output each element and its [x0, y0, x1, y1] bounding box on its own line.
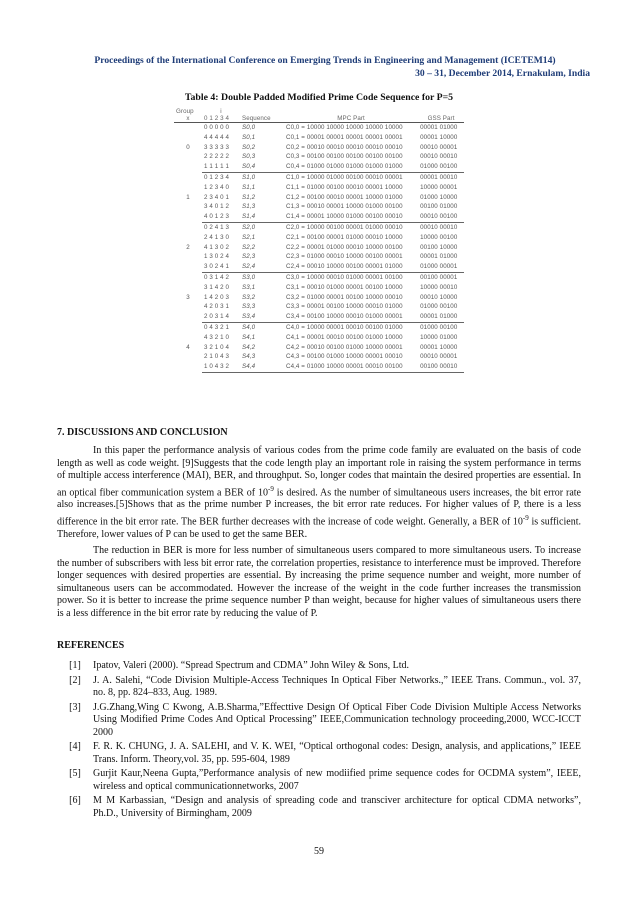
mpc-cell: C1,4 = 00001 10000 01000 00100 00010 — [284, 212, 418, 222]
references-heading: REFERENCES — [57, 640, 125, 651]
reference-item — [57, 741, 581, 766]
table-row — [174, 322, 464, 332]
table-caption: Table 4: Double Padded Modified Prime Code Sequence for P=5 — [184, 92, 454, 103]
table-row — [174, 343, 464, 353]
gss-cell: 10000 00010 — [420, 283, 458, 291]
gss-cell: 00100 01000 — [420, 203, 458, 211]
sequence-cell: 0 1 2 3 4 — [204, 173, 229, 181]
reference-number: [6] — [69, 795, 81, 806]
code-cell: S3,4 — [240, 312, 284, 322]
sequence-cell: 1 1 1 1 1 — [202, 162, 240, 172]
code-cell: S0,0 — [242, 124, 256, 131]
table-row — [174, 272, 464, 282]
code-cell: S0,2 — [242, 143, 256, 151]
code-cell: S3,3 — [242, 303, 256, 311]
code-cell: S4,3 — [242, 353, 256, 361]
gss-cell: 10000 00100 — [420, 233, 458, 241]
gss-cell: 00010 00001 — [420, 143, 458, 151]
mpc-cell: C4,4 = 01000 10000 00001 00010 00100 — [284, 362, 418, 372]
table-row — [174, 222, 464, 232]
table-row — [174, 162, 464, 172]
table-row — [174, 233, 464, 243]
group-label: 3 — [186, 293, 190, 301]
sequence-cell: 4 1 3 0 2 — [204, 243, 229, 251]
mpc-cell: C4,3 = 00100 01000 10000 00001 00010 — [286, 353, 403, 361]
gss-cell: 00001 01000 — [420, 124, 458, 131]
mpc-cell: C3,0 = 10000 00010 01000 00001 00100 — [286, 273, 403, 281]
gss-cell: 01000 00001 — [418, 262, 464, 272]
table-row — [174, 252, 464, 262]
table-row — [174, 302, 464, 312]
paragraph-2: The reduction in BER is more for less number of simultaneous users compared to more simultaneous users. To increase the number of subscribers with less bit error rate, the correlation properties, resistance to interference must be improved. Therefore longer sequences with desired properties are essential. By increasing the prime sequence number and weight, more number of simultaneous users can be accommodated. However the increase of the weight in the code further increases the transmission power. So it is better to increase the prime sequence number P than weight, because for higher values of simultaneous users there is a less difference in the bit error rate by reducing the value of P. — [57, 545, 581, 619]
sequence-cell: 1 0 4 3 2 — [202, 362, 240, 372]
reference-number: [4] — [69, 741, 81, 752]
gss-cell: 00010 10000 — [420, 293, 458, 301]
reference-item — [57, 702, 581, 740]
code-cell: S3,1 — [242, 283, 256, 291]
table-row — [174, 212, 464, 222]
mpc-cell: C2,4 = 00010 10000 00100 00001 01000 — [284, 262, 418, 272]
code-cell: S3,0 — [242, 273, 256, 281]
gss-cell: 01000 00100 — [420, 323, 458, 331]
table-row — [174, 283, 464, 293]
mpc-cell: C0,2 = 00010 00010 00010 00010 00010 — [286, 143, 403, 151]
conference-header — [60, 54, 590, 80]
table-row — [174, 123, 464, 133]
sequence-cell: 3 4 0 1 2 — [204, 203, 229, 211]
table-row — [174, 333, 464, 343]
table-row — [174, 152, 464, 162]
table-row — [174, 362, 464, 372]
header-line-2: 30 – 31, December 2014, Ernakulam, India — [415, 68, 590, 79]
reference-text: M M Karbassian, “Design and analysis of spreading code and transciver architecture for optical CDMA networks”, Ph.D., University of Birmingham, 2009 — [93, 795, 581, 819]
reference-text: J.G.Zhang,Wing C Kwong, A.B.Sharma,”Effecttive Design Of Optical Fiber Code Division Multiple Access Networks Using Modified Prime Codes And Optical Processing” IEEE,Communication technology proceeding,2000, WCC-ICCT 2000 — [93, 701, 581, 738]
mpc-cell: C0,1 = 00001 00001 00001 00001 00001 — [286, 133, 403, 141]
code-sequence-table-wrapper — [174, 108, 464, 414]
col-header-i: i — [220, 108, 222, 115]
table-row — [174, 172, 464, 182]
sequence-cell: 1 4 2 0 3 — [204, 293, 229, 301]
sequence-cell: 3 3 3 3 3 — [204, 143, 229, 151]
code-cell: S1,2 — [242, 193, 256, 201]
sequence-cell: 4 4 4 4 4 — [204, 133, 229, 141]
sequence-cell: 4 3 2 1 0 — [204, 333, 229, 341]
sequence-cell: 3 1 4 2 0 — [204, 283, 229, 291]
col-header-mpc: MPC Part — [284, 115, 418, 123]
sequence-cell: 2 0 3 1 4 — [202, 312, 240, 322]
paragraph-1: In this paper the performance analysis of various codes from the prime code family are evaluated on the basis of code length as well as code weight. [9]Suggests that the code length play an important role in raising the system performance in terms of multiple access interference (MAI), BER, and throughput. So, longer codes that maintain the desired properties are essential. In an optical fiber communication system a BER of $10^{-9}$ is desired. As the number of simultaneous users increases, the bit error rate also increases.[5]Shows that as the prime number P increases, the bit error rate reduces. For higher values of P, there is a less difference in the bit error rate. The BER further decreases with the increase of code weight. Generally, a BER of $10^{-9}$ is sufficient. Therefore, lower values of P can be used to get the same BER. — [57, 445, 581, 540]
mpc-cell: C1,1 = 01000 00100 00010 00001 10000 — [286, 183, 403, 191]
mpc-cell: C3,1 = 00010 01000 00001 00100 10000 — [286, 283, 403, 291]
sequence-cell: 1 2 3 4 0 — [204, 183, 229, 191]
reference-number: [5] — [69, 768, 81, 779]
gss-cell: 00010 00010 — [420, 153, 458, 161]
col-header-x: x — [174, 115, 202, 123]
table-row — [174, 193, 464, 203]
col-header-group: Group — [176, 108, 194, 115]
code-cell: S4,0 — [242, 323, 256, 331]
gss-cell: 00010 00010 — [420, 223, 458, 231]
mpc-cell: C2,1 = 00100 00001 01000 00010 10000 — [286, 233, 403, 241]
code-cell: S4,4 — [240, 362, 284, 372]
sequence-cell: 0 0 0 0 0 — [204, 124, 229, 131]
code-cell: S2,2 — [242, 243, 256, 251]
code-cell: S2,0 — [242, 223, 256, 231]
code-cell: S1,4 — [240, 212, 284, 222]
reference-item — [57, 660, 581, 673]
reference-number: [3] — [69, 701, 81, 713]
code-cell: S4,1 — [242, 333, 256, 341]
code-cell: S2,1 — [242, 233, 256, 241]
table-row — [174, 312, 464, 322]
group-label: 1 — [186, 193, 190, 201]
code-cell: S1,1 — [242, 183, 256, 191]
mpc-cell: C3,2 = 01000 00001 00100 10000 00010 — [286, 293, 403, 301]
mpc-cell: C1,3 = 00010 00001 10000 01000 00100 — [286, 203, 403, 211]
col-header-gss: GSS Part — [418, 115, 464, 123]
group-label: 2 — [186, 243, 190, 251]
gss-cell: 00001 01000 — [418, 312, 464, 322]
reference-item — [57, 768, 581, 793]
mpc-cell: C0,0 = 10000 10000 10000 10000 10000 — [286, 124, 403, 131]
table-body — [174, 123, 464, 373]
mpc-cell: C4,1 = 00001 00010 00100 01000 10000 — [286, 333, 403, 341]
page-number: 59 — [314, 846, 324, 857]
reference-number: [1] — [69, 660, 81, 671]
reference-list — [57, 660, 581, 822]
mpc-cell: C3,3 = 00001 00100 10000 00010 01000 — [286, 303, 403, 311]
code-cell: S1,3 — [242, 203, 256, 211]
header-line-1: Proceedings of the International Conference on Emerging Trends in Engineering and Management (ICETEM14) — [94, 55, 556, 66]
mpc-cell: C1,0 = 10000 01000 00100 00010 00001 — [286, 173, 403, 181]
sequence-cell: 1 3 0 2 4 — [204, 253, 229, 261]
code-cell: S4,2 — [242, 343, 256, 351]
gss-cell: 10000 01000 — [420, 333, 458, 341]
col-header-sequence: Sequence — [240, 115, 284, 123]
gss-cell: 10000 00001 — [420, 183, 458, 191]
table-row — [174, 143, 464, 153]
mpc-cell: C0,4 = 01000 01000 01000 01000 01000 — [284, 162, 418, 172]
code-cell: S0,3 — [242, 153, 256, 161]
gss-cell: 00100 00010 — [418, 362, 464, 372]
mpc-cell: C3,4 = 00100 10000 00010 01000 00001 — [284, 312, 418, 322]
gss-cell: 00010 00100 — [418, 212, 464, 222]
sequence-cell: 0 4 3 2 1 — [204, 323, 229, 331]
gss-cell: 00100 00001 — [420, 273, 458, 281]
reference-number: [2] — [69, 674, 81, 686]
table-row — [174, 352, 464, 362]
mpc-cell: C1,2 = 00100 00010 00001 10000 01000 — [286, 193, 403, 201]
section-heading: 7. DISCUSSIONS AND CONCLUSION — [57, 427, 228, 438]
gss-cell: 00010 00001 — [420, 353, 458, 361]
mpc-cell: C4,0 = 10000 00001 00010 00100 01000 — [286, 323, 403, 331]
gss-cell: 01000 00100 — [418, 162, 464, 172]
reference-text: F. R. K. CHUNG, J. A. SALEHI, and V. K. WEI, “Optical orthogonal codes: Design, analysis, and applications,” IEEE Trans. Inform. Theory,vol. 35, pp. 595-604, 1989 — [93, 741, 581, 765]
sequence-cell: 0 2 4 1 3 — [204, 223, 229, 231]
group-label: 4 — [186, 343, 190, 351]
reference-item — [57, 795, 581, 820]
table-row — [174, 183, 464, 193]
sequence-cell: 2 3 4 0 1 — [204, 193, 229, 201]
table-row — [174, 243, 464, 253]
table-row — [174, 202, 464, 212]
code-sequence-table — [174, 108, 464, 373]
mpc-cell: C0,3 = 00100 00100 00100 00100 00100 — [286, 153, 403, 161]
gss-cell: 01000 00100 — [420, 303, 458, 311]
gss-cell: 00001 10000 — [420, 133, 458, 141]
mpc-cell: C2,0 = 10000 00100 00001 01000 00010 — [286, 223, 403, 231]
table-row — [174, 262, 464, 272]
sequence-cell: 3 2 1 0 4 — [204, 343, 229, 351]
col-header-index: 0 1 2 3 4 — [202, 115, 240, 123]
gss-cell: 00001 10000 — [420, 343, 458, 351]
code-cell: S1,0 — [242, 173, 256, 181]
code-cell: S2,4 — [240, 262, 284, 272]
mpc-cell: C2,2 = 00001 01000 00010 10000 00100 — [286, 243, 403, 251]
mpc-cell: C2,3 = 01000 00010 10000 00100 00001 — [286, 253, 403, 261]
sequence-cell: 4 0 1 2 3 — [202, 212, 240, 222]
table-row — [174, 133, 464, 143]
sequence-cell: 4 2 0 3 1 — [204, 303, 229, 311]
gss-cell: 00001 00010 — [420, 173, 458, 181]
gss-cell: 00001 01000 — [420, 253, 458, 261]
reference-item — [57, 675, 581, 700]
group-label: 0 — [186, 143, 190, 151]
reference-text: Gurjit Kaur,Neena Gupta,”Performance analysis of new modiified prime sequence codes for OCDMA system”, IEEE, wireless and optical communicationnetworks, 2007 — [93, 768, 581, 792]
code-cell: S3,2 — [242, 293, 256, 301]
code-cell: S0,4 — [240, 162, 284, 172]
sequence-cell: 2 2 2 2 2 — [204, 153, 229, 161]
code-cell: S2,3 — [242, 253, 256, 261]
gss-cell: 01000 10000 — [420, 193, 458, 201]
sequence-cell: 0 3 1 4 2 — [204, 273, 229, 281]
mpc-cell: C4,2 = 00010 00100 01000 10000 00001 — [286, 343, 403, 351]
sequence-cell: 2 4 1 3 0 — [204, 233, 229, 241]
gss-cell: 00100 10000 — [420, 243, 458, 251]
table-row — [174, 293, 464, 303]
sequence-cell: 3 0 2 4 1 — [202, 262, 240, 272]
sequence-cell: 2 1 0 4 3 — [204, 353, 229, 361]
code-cell: S0,1 — [242, 133, 256, 141]
reference-text: Ipatov, Valeri (2000). “Spread Spectrum and CDMA” John Wiley & Sons, Ltd. — [93, 660, 410, 671]
reference-text: J. A. Salehi, “Code Division Multiple-Access Techniques In Optical Fiber Networks.,” IEEE Trans. Commun., vol. 37, no. 8, pp. 824–833, Aug. 1989. — [93, 674, 581, 698]
